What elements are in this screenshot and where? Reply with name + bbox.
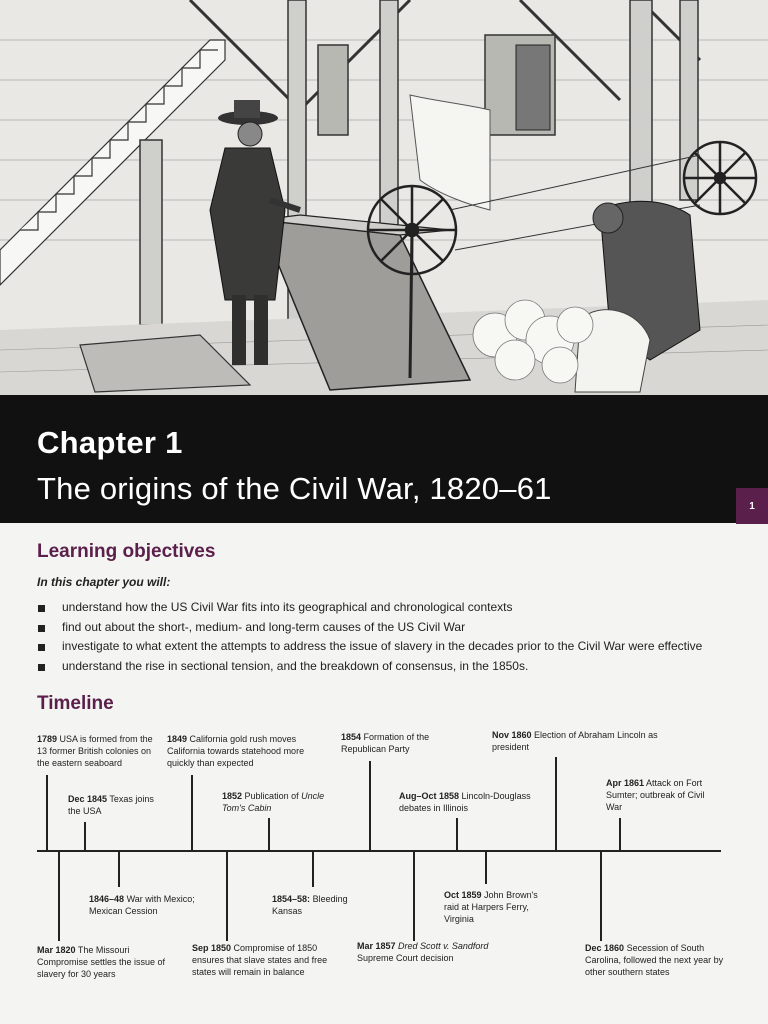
event-date: 1789 [37,734,58,744]
event-text: War with Mexico; Mexican Cession [89,894,195,916]
objective-text: understand how the US Civil War fits into its geographical and chronological contexts [62,600,513,614]
timeline-tick [413,851,415,941]
timeline-tick [58,851,60,941]
event-date: Nov 1860 [492,730,532,740]
timeline-axis [37,850,721,852]
timeline-tick [312,851,314,887]
event-text: Supreme Court decision [357,953,454,963]
chapter-title: The origins of the Civil War, 1820–61 [37,471,552,506]
event-date: 1846–48 [89,894,125,904]
timeline-event [222,790,342,814]
event-text: Compromise of 1850 ensures that slave states and free states will remain in balance [192,943,328,977]
timeline-tick [191,775,193,851]
timeline-event [444,889,554,925]
event-italic-title: Uncle Tom's Cabin [222,791,325,813]
timeline-event [37,944,177,980]
event-text: Bleeding Kansas [272,894,348,916]
event-text: Texas joins the USA [68,794,154,816]
timeline-tick [485,851,487,884]
event-date: 1849 [167,734,188,744]
bullet-icon [38,664,45,671]
event-date: Aug–Oct 1858 [399,791,460,801]
event-date: 1854 [341,732,362,742]
timeline-heading: Timeline [37,693,114,714]
timeline-event [167,733,317,769]
event-text: California gold rush moves California towards statehood more quickly than expected [167,734,305,768]
bullet-icon [38,625,45,632]
chapter-banner [0,395,768,523]
event-text: Formation of the Republican Party [341,732,430,754]
timeline-event [37,733,162,769]
event-italic-title: Dred Scott v. Sandford [398,941,489,951]
timeline-event [399,790,549,814]
timeline-tick [226,851,228,941]
bullet-icon [38,644,45,651]
bullet-icon [38,605,45,612]
timeline-event [492,729,667,753]
timeline-event [606,777,721,813]
list-item [37,637,702,657]
event-text: Attack on Fort Sumter; outbreak of Civil War [606,778,705,812]
event-text: John Brown's raid at Harpers Ferry, Virginia [444,890,538,924]
objective-text: investigate to what extent the attempts to address the issue of slavery in the decades prior to the Civil War were effective [62,639,703,653]
timeline-event [68,793,168,817]
chapter-label: Chapter 1 [37,425,183,460]
event-text: USA is formed from the 13 former British colonies on the eastern seaboard [37,734,153,768]
timeline-event [585,942,725,978]
timeline-tick [84,822,86,851]
timeline-tick [456,818,458,851]
timeline-tick [118,851,120,887]
timeline-tick [268,818,270,851]
list-item [37,598,702,618]
learning-objectives-intro: In this chapter you will: [37,575,171,589]
timeline-event [357,940,502,964]
event-date: Dec 1860 [585,943,625,953]
timeline-event [341,731,451,755]
timeline-tick [46,775,48,851]
page-number: 1 [736,488,768,524]
event-date: Sep 1850 [192,943,232,953]
event-date: 1854–58: [272,894,311,904]
timeline-tick [369,761,371,851]
timeline-event [192,942,337,978]
event-date: 1852 [222,791,243,801]
cotton-gin-engraving-icon [0,0,768,395]
event-date: Apr 1861 [606,778,645,788]
learning-objectives-heading: Learning objectives [37,541,216,562]
list-item [37,657,702,677]
event-text: Secession of South Carolina, followed the next year by other southern states [585,943,724,977]
event-date: Mar 1820 [37,945,76,955]
timeline-tick [555,757,557,851]
chapter-illustration [0,0,768,395]
event-text: Publication of [244,791,302,801]
objective-text: understand the rise in sectional tension, and the breakdown of consensus, in the 1850s. [62,658,529,673]
event-text: Lincoln-Douglass debates in Illinois [399,791,531,813]
timeline-tick [600,851,602,941]
timeline-event [89,893,204,917]
timeline-event [272,893,372,917]
learning-objectives-list [37,598,702,676]
event-text: Election of Abraham Lincoln as president [492,730,658,752]
event-date: Dec 1845 [68,794,108,804]
event-date: Mar 1857 [357,941,396,951]
event-date: Oct 1859 [444,890,482,900]
event-text: The Missouri Compromise settles the issue of slavery for 30 years [37,945,166,979]
list-item [37,618,702,638]
objective-text: find out about the short-, medium- and long-term causes of the US Civil War [62,619,466,634]
timeline-tick [619,818,621,851]
